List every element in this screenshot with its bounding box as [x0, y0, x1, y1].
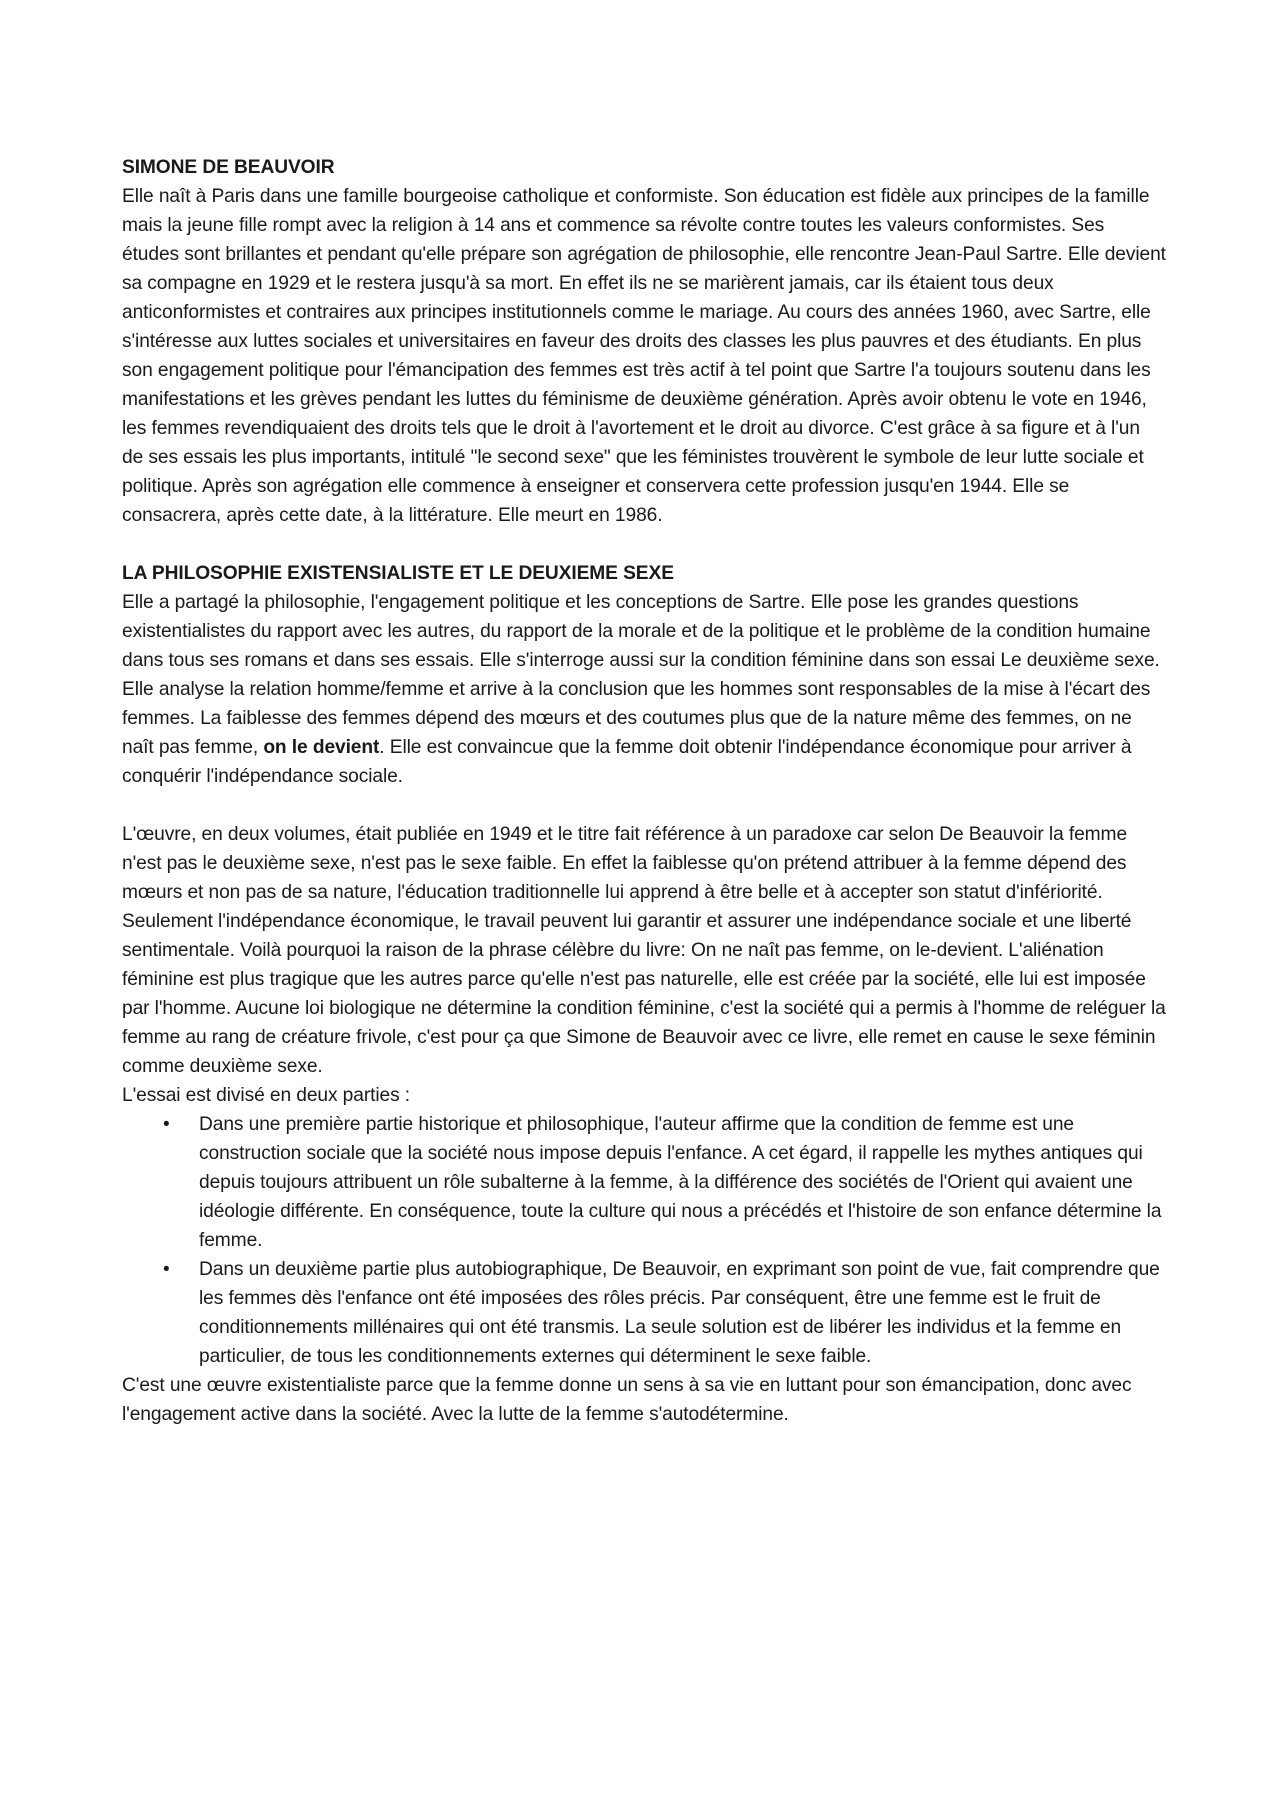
- paragraph-conclusion: C'est une œuvre existentialiste parce que la femme donne un sens à sa vie en luttant pour son émancipation, donc avec l'engagement active dans la société. Avec la lutte de la femme s'autodétermine.: [122, 1375, 1132, 1425]
- paragraph-spacer: [122, 530, 1166, 559]
- list-item-text: Dans une première partie historique et philosophique, l'auteur affirme que la condition de femme est une construction sociale que la société nous impose depuis l'enfance. A cet égard, il rappelle les mythes antiques qui depuis toujours attribuent un rôle subalterne à la femme, à la différence des sociétés de l'Orient qui avaient une idéologie différente. En conséquence, toute la culture qui nous a précédés et l'histoire de son enfance détermine la femme.: [199, 1114, 1162, 1251]
- essay-parts-list: [122, 1110, 1166, 1371]
- philosophy-bold-phrase: on le devient: [263, 737, 380, 758]
- paragraph-biography: Elle naît à Paris dans une famille bourgeoise catholique et conformiste. Son éducation est fidèle aux principes de la famille mais la jeune fille rompt avec la religion à 14 ans et commence sa révolte contre toutes les valeurs conformistes. Ses études sont brillantes et pendant qu'elle prépare son agrégation de philosophie, elle rencontre Jean-Paul Sartre. Elle devient sa compagne en 1929 et le restera jusqu'à sa mort. En effet ils ne se marièrent jamais, car ils étaient tous deux anticonformistes et contraires aux principes institutionnels comme le mariage. Au cours des années 1960, avec Sartre, elle s'intéresse aux luttes sociales et universitaires en faveur des droits des classes les plus pauvres et des étudiants. En plus son engagement politique pour l'émancipation des femmes est très actif à tel point que Sartre l'a toujours soutenu dans les manifestations et les grèves pendant les luttes du féminisme de deuxième génération. Après avoir obtenu le vote en 1946, les femmes revendiquaient des droits tels que le droit à l'avortement et le droit au divorce. C'est grâce à sa figure et à l'un de ses essais les plus importants, intitulé "le second sexe" que les féministes trouvèrent le symbole de leur lutte sociale et politique. Après son agrégation elle commence à enseigner et conservera cette profession jusqu'en 1944. Elle se consacrera, après cette date, à la littérature. Elle meurt en 1986.: [122, 186, 1166, 526]
- philosophy-text-part2: . Elle est convaincue que la femme doit obtenir l'indépendance économique pour arriver à conquérir l'indépendance sociale.: [122, 737, 1132, 787]
- paragraph-essay-intro: L'essai est divisé en deux parties :: [122, 1085, 411, 1106]
- section-heading-philosophy: LA PHILOSOPHIE EXISTENSIALISTE ET LE DEUXIEME SEXE: [122, 563, 674, 584]
- list-item-text: Dans un deuxième partie plus autobiographique, De Beauvoir, en exprimant son point de vue, fait comprendre que les femmes dès l'enfance ont été imposées des rôles précis. Par conséquent, être une femme est le fruit de conditionnements millénaires qui ont été transmis. La seule solution est de libérer les individus et la femme en particulier, de tous les conditionnements externes qui déterminent le sexe faible.: [199, 1259, 1160, 1367]
- paragraph-oeuvre: L'œuvre, en deux volumes, était publiée en 1949 et le titre fait référence à un paradoxe car selon De Beauvoir la femme n'est pas le deuxième sexe, n'est pas le sexe faible. En effet la faiblesse qu'on prétend attribuer à la femme dépend des mœurs et non pas de sa nature, l'éducation traditionnelle lui apprend à être belle et à accepter son statut d'infériorité. Seulement l'indépendance économique, le travail peuvent lui garantir et assurer une indépendance sociale et une liberté sentimentale. Voilà pourquoi la raison de la phrase célèbre du livre: On ne naît pas femme, on le-devient. L'aliénation féminine est plus tragique que les autres parce qu'elle n'est pas naturelle, elle est créée par la société, elle lui est imposée par l'homme. Aucune loi biologique ne détermine la condition féminine, c'est la société qui a permis à l'homme de reléguer la femme au rang de créature frivole, c'est pour ça que Simone de Beauvoir avec ce livre, elle remet en cause le sexe féminin comme deuxième sexe.: [122, 824, 1166, 1077]
- list-item: [122, 1110, 1166, 1255]
- bullet-icon: •: [163, 1259, 170, 1280]
- document-page: [122, 153, 1166, 1429]
- philosophy-text-part1: Elle a partagé la philosophie, l'engagement politique et les conceptions de Sartre. Elle pose les grandes questions existentialistes du rapport avec les autres, du rapport de la morale et de la politique et le problème de la condition humaine dans tous ses romans et dans ses essais. Elle s'interroge aussi sur la condition féminine dans son essai Le deuxième sexe. Elle analyse la relation homme/femme et arrive à la conclusion que les hommes sont responsables de la mise à l'écart des femmes. La faiblesse des femmes dépend des mœurs et des coutumes plus que de la nature même des femmes, on ne naît pas femme,: [122, 592, 1160, 758]
- paragraph-philosophy: [122, 588, 1166, 791]
- section-heading-biography: SIMONE DE BEAUVOIR: [122, 157, 335, 178]
- paragraph-spacer: [122, 791, 1166, 820]
- bullet-icon: •: [163, 1114, 170, 1135]
- list-item: [122, 1255, 1166, 1371]
